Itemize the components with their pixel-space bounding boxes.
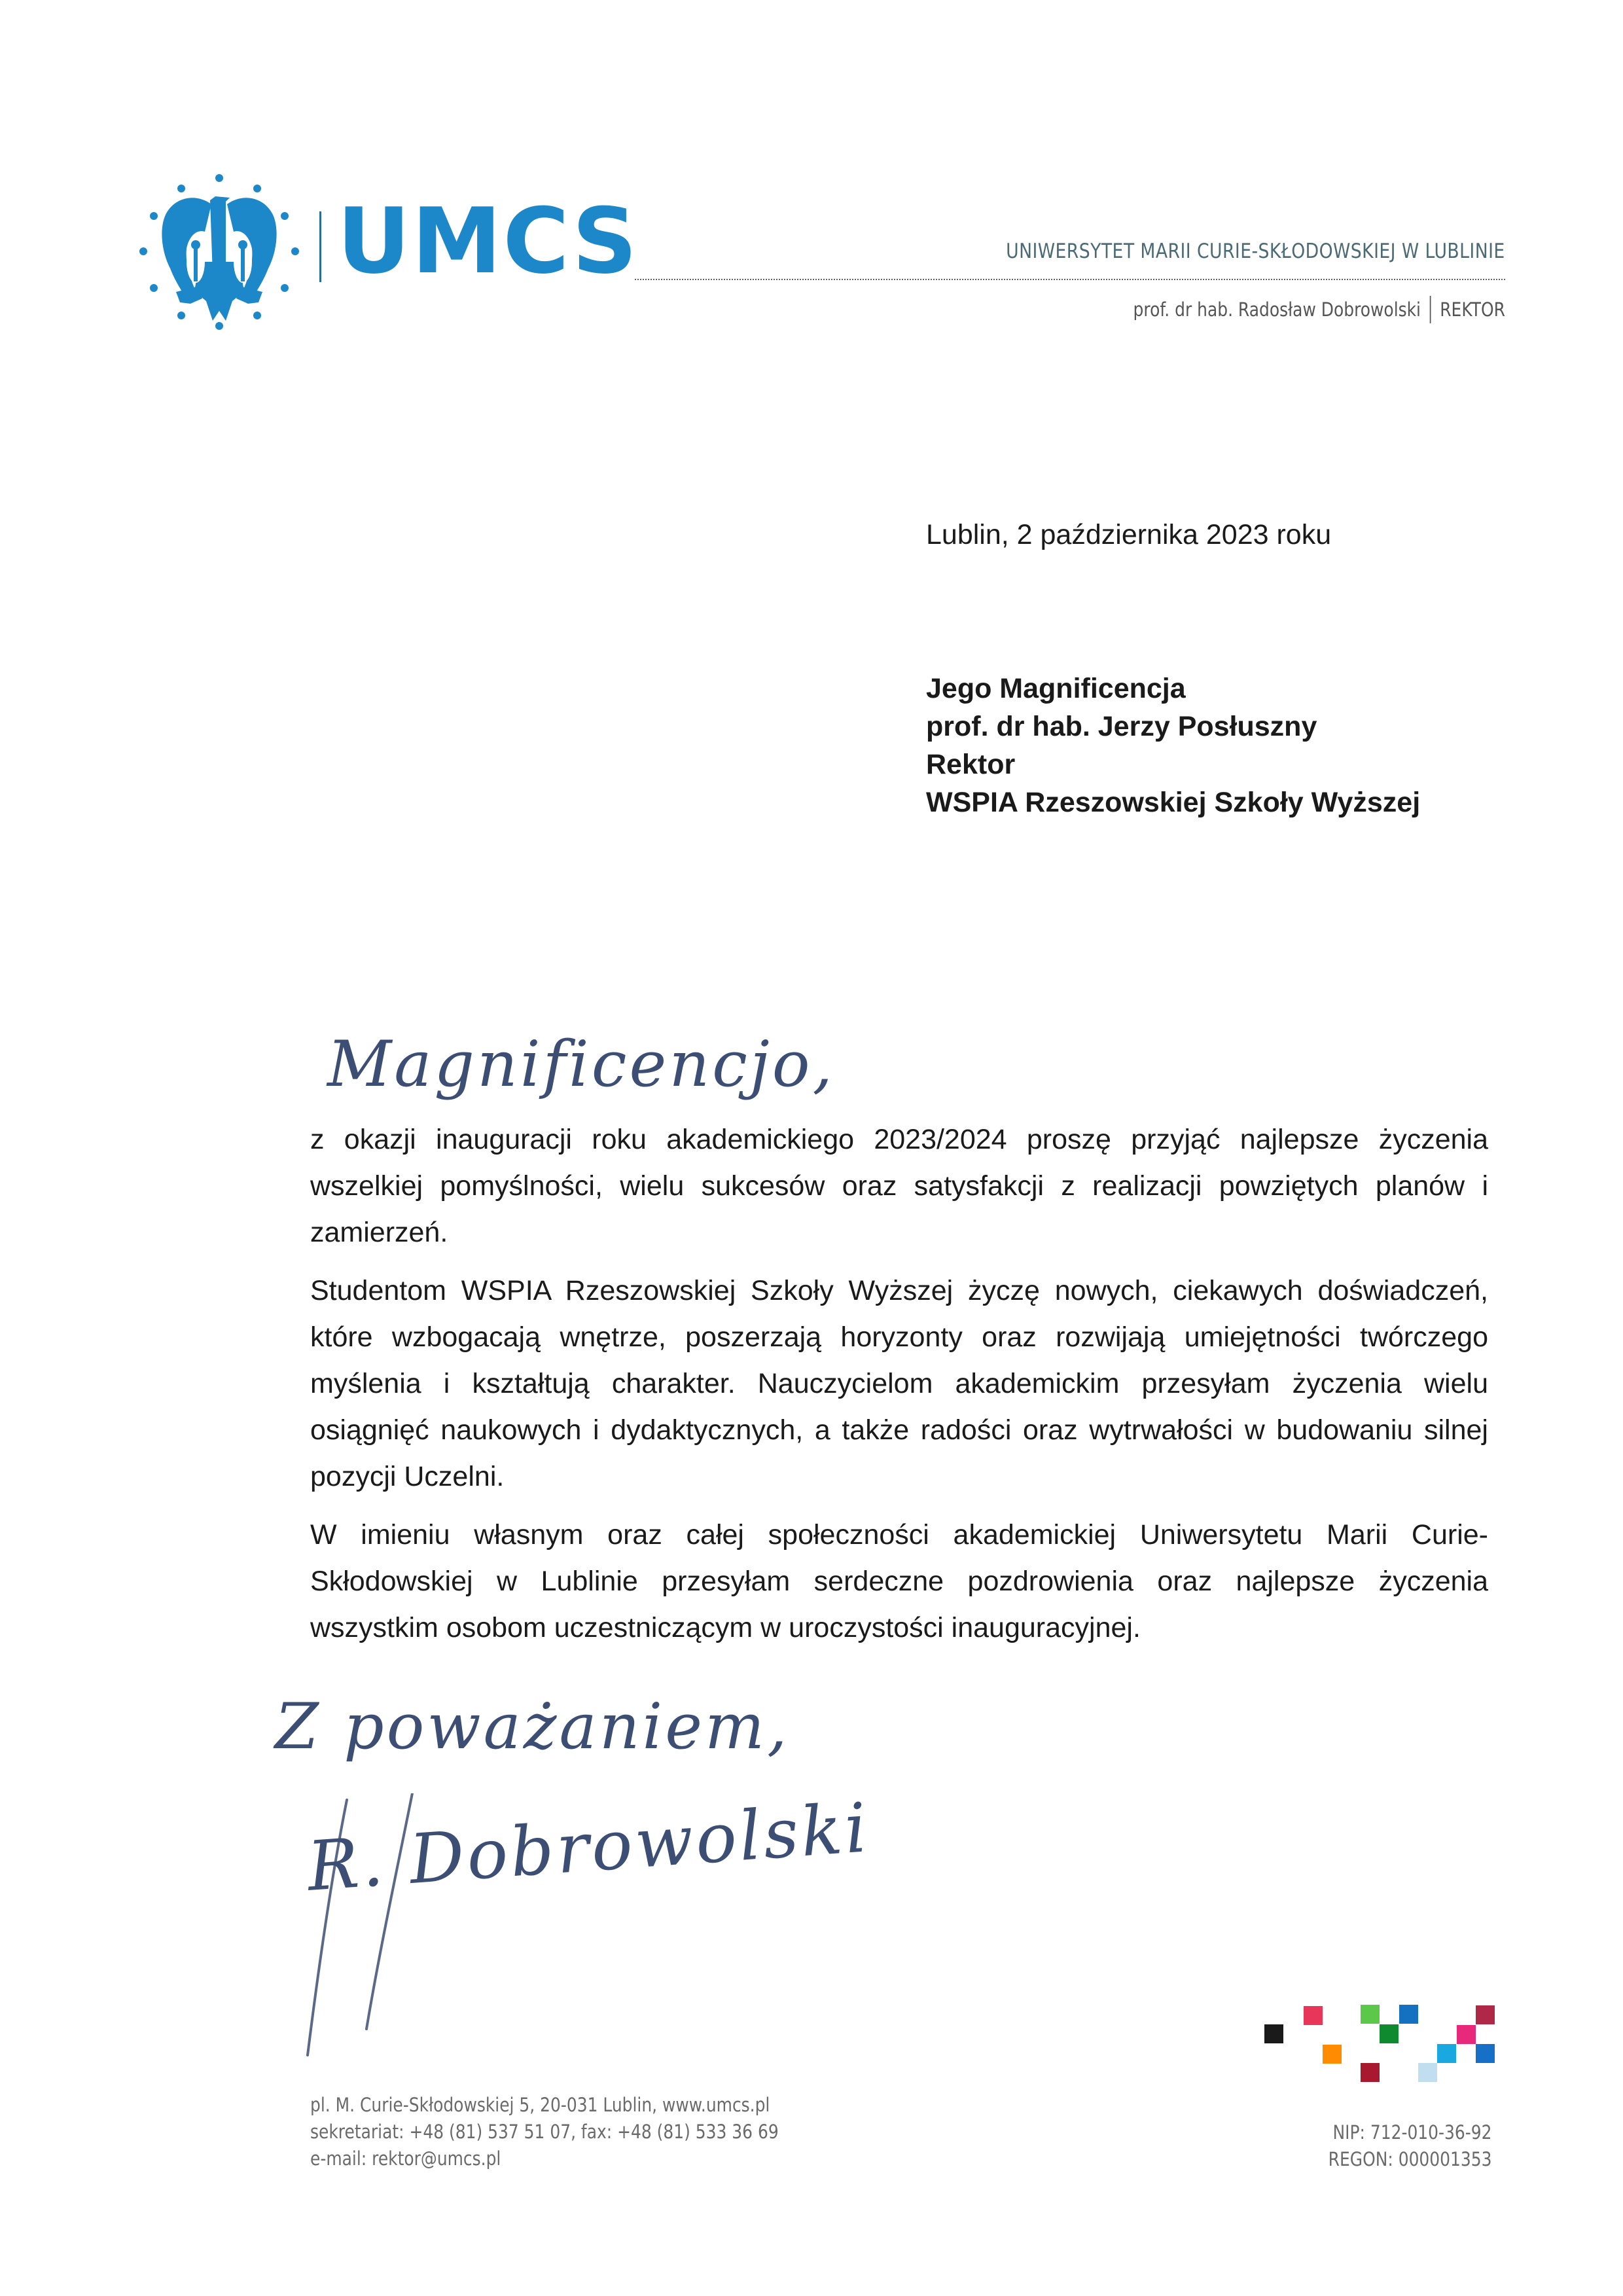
addressee-line: prof. dr hab. Jerzy Posłuszny [926,711,1317,742]
university-name: UNIWERSYTET MARII CURIE-SKŁODOWSKIEJ W LUBLINIE [1006,240,1505,263]
footer-phones: sekretariat: +48 (81) 537 51 07, fax: +48 (81) 533 36 69 [310,2121,779,2143]
decorative-pixel-squares [1230,1950,1505,2081]
handwritten-signature: R. Dobrowolski [304,1787,872,1907]
pixel-square [1476,2005,1495,2024]
pixel-square [1457,2025,1476,2044]
rector-name: prof. dr hab. Radosław Dobrowolski [1133,298,1421,321]
place-date: Lublin, 2 października 2023 roku [926,519,1332,550]
pixel-square [1476,2044,1495,2063]
handwritten-closing: Z poważaniem, [275,1690,790,1763]
letter-body [310,1117,1488,1663]
addressee-block [926,670,1420,821]
pixel-square [1361,2063,1380,2082]
pixel-square [1361,2005,1380,2024]
footer-email: e-mail: rektor@umcs.pl [310,2147,501,2170]
footer-registry [1329,2119,1492,2173]
paragraph: z okazji inauguracji roku akademickiego 2023/2024 proszę przyjąć najlepsze życzenia wszelkiej pomyślności, wielu sukcesów oraz satysfakcji z realizacji powziętych planów i zamierzeń. [310,1124,1488,1248]
paragraph: W imieniu własnym oraz całej społeczności akademickiej Uniwersytetu Marii Curie-Skłodowskiej w Lublinie przesyłam serdeczne pozdrowienia oraz najlepsze życzenia wszystkim osobom uczestniczącym w uroczystości inauguracyjnej. [310,1519,1488,1643]
footer-regon: REGON: 000001353 [1329,2148,1492,2170]
umcs-wordmark: UMCS [337,188,639,294]
handwritten-salutation: Magnificencjo, [327,1028,835,1101]
rector-title: REKTOR [1440,298,1505,321]
rector-separator [1430,296,1431,323]
pixel-square [1323,2045,1342,2064]
addressee-line: Jego Magnificencja [926,673,1186,704]
footer-nip: NIP: 712-010-36-92 [1332,2121,1492,2144]
pixel-square [1399,2005,1418,2024]
umcs-eagle-logo-icon [134,164,304,334]
header-divider [635,279,1505,280]
addressee-line: WSPIA Rzeszowskiej Szkoły Wyższej [926,787,1421,818]
paragraph: Studentom WSPIA Rzeszowskiej Szkoły Wyższej życzę nowych, ciekawych doświadczeń, które wzbogacają wnętrze, poszerzają horyzonty oraz rozwijają umiejętności twórczego myślenia i kształtują charakter. Nauczycielom akademickim przesyłam życzenia wielu osiągnięć naukowych i dydaktycznych, a także radości oraz wytrwałości w budowaniu silnej pozycji Uczelni. [310,1275,1488,1492]
pixel-square [1418,2063,1437,2082]
footer-contact [310,2092,779,2172]
eagle-shape [162,196,276,321]
logo-divider [319,211,321,282]
pixel-square [1380,2024,1399,2043]
rector-line [1133,296,1505,323]
pixel-square [1304,2006,1323,2025]
footer-address: pl. M. Curie-Skłodowskiej 5, 20-031 Lublin, www.umcs.pl [310,2094,770,2116]
pixel-square [1264,2024,1283,2043]
pixel-square [1437,2044,1456,2063]
addressee-line: Rektor [926,749,1016,780]
